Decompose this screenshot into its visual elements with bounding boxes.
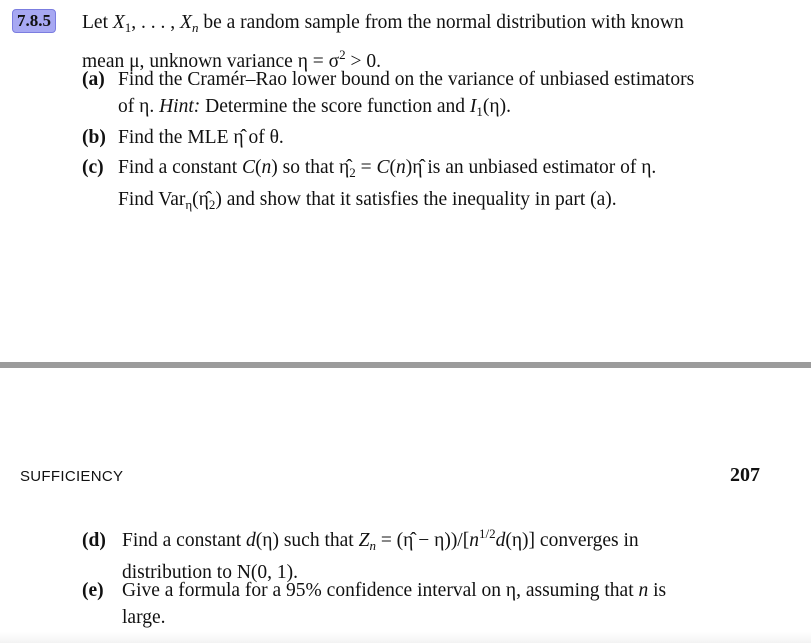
part-c-line1c: is an unbiased estimator of xyxy=(427,157,637,178)
part-b: (b) Find the MLE η̂ of θ. xyxy=(82,124,787,151)
part-d-text-a: Find a constant xyxy=(122,530,242,551)
bottom-edge xyxy=(0,632,811,643)
part-e-text-a: Give a formula for a 95% confidence interval on xyxy=(122,580,502,601)
part-d-text-c: converges in xyxy=(539,530,639,551)
part-e-text-c: is xyxy=(653,580,667,601)
part-c: (c) Find a constant C(n) so that $\etâ_2$ = C(n)η̂ is an unbiased estimator of η. Find $Var_\eta(\etâ_2)$ and show that it satisfies the inequality in part (a). xyxy=(82,154,787,218)
part-a-hint-word: Hint xyxy=(159,96,194,117)
running-header-section: SUFFICIENCY xyxy=(20,468,124,485)
part-c-line2b: and show that it satisfies the inequality in part (a). xyxy=(226,189,617,210)
part-e-text-b: assuming that xyxy=(525,580,634,601)
part-c-line2a: Find Var xyxy=(118,189,186,210)
part-a-hint-text: Determine the score function and xyxy=(205,96,466,117)
exercise-intro: Let $X_1$, . . . , $X_n$ be a random sample from the normal distribution with known mean μ, unknown variance $\eta = \sigma^2 > 0$. xyxy=(82,12,684,72)
part-d-line2: distribution to N(0, 1). xyxy=(122,562,299,583)
intro-line2: unknown variance xyxy=(149,51,293,72)
part-b-label: (b) xyxy=(82,127,106,148)
intro-line1: be a random sample from the normal distribution with known xyxy=(203,12,684,33)
part-d-label: (d) xyxy=(82,530,106,551)
part-a: (a) Find the Cramér–Rao lower bound on the variance of unbiased estimators of η. Hint: Determine the score function and $I_1(\eta)$. xyxy=(82,66,787,125)
part-c-line1a: Find a constant xyxy=(118,157,238,178)
part-a-label: (a) xyxy=(82,69,105,90)
page-divider xyxy=(0,362,811,368)
part-c-label: (c) xyxy=(82,157,104,178)
part-d: (d) Find a constant d(η) such that $Z_n$ = (η̂ − $\eta))/[n^{1/2}d(\eta)]$ converges in distribution to N(0, 1). xyxy=(82,520,762,586)
page-number: 207 xyxy=(730,464,760,486)
exercise-number-badge: 7.8.5 xyxy=(12,9,56,33)
part-a-line1: Find the Cramér–Rao lower bound on the variance of unbiased estimators xyxy=(118,69,695,90)
part-d-text-b: such that xyxy=(283,530,354,551)
part-b-text: Find the MLE xyxy=(118,127,229,148)
part-c-line1b: so that xyxy=(282,157,335,178)
part-e: (e) Give a formula for a 95% confidence interval on η, assuming that n is large. xyxy=(82,577,762,631)
part-e-label: (e) xyxy=(82,580,104,601)
part-e-line2: large. xyxy=(122,607,166,628)
